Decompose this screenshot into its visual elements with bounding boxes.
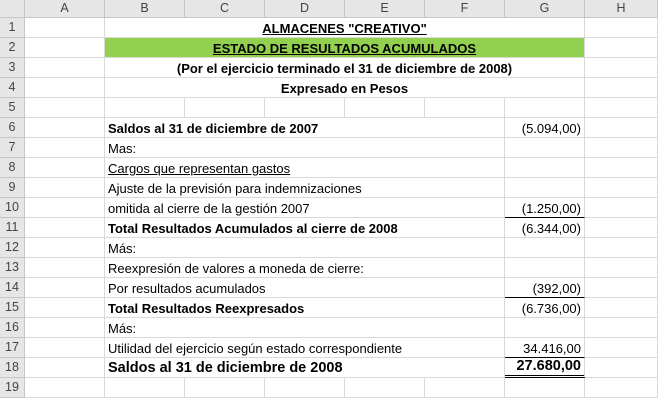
row-header-12[interactable]: 12 (0, 238, 25, 258)
column-header-g[interactable]: G (505, 0, 585, 18)
cell-a17[interactable] (25, 338, 105, 358)
cell-a2[interactable] (25, 38, 105, 58)
cell-g12[interactable] (505, 238, 585, 258)
label-mas-2[interactable]: Más: (105, 238, 505, 258)
row-header-16[interactable]: 16 (0, 318, 25, 338)
value-utilidad-ejercicio[interactable]: 34.416,00 (505, 338, 585, 358)
row-header-4[interactable]: 4 (0, 78, 25, 98)
label-utilidad-ejercicio[interactable]: Utilidad del ejercicio según estado correspondiente (105, 338, 505, 358)
label-por-resultados[interactable]: Por resultados acumulados (105, 278, 505, 298)
statement-title[interactable]: ESTADO DE RESULTADOS ACUMULADOS (105, 38, 585, 58)
cargos-gastos-text: Cargos que representan gastos (108, 161, 291, 176)
row-header-2[interactable]: 2 (0, 38, 25, 58)
label-omitida-cierre[interactable]: omitida al cierre de la gestión 2007 (105, 198, 505, 218)
column-header-a[interactable]: A (25, 0, 105, 18)
cell-b19[interactable] (105, 378, 185, 398)
label-total-reexpresados[interactable]: Total Resultados Reexpresados (105, 298, 505, 318)
label-mas-1[interactable]: Mas: (105, 138, 505, 158)
value-omitida-cierre[interactable]: (1.250,00) (505, 198, 585, 218)
column-header-d[interactable]: D (265, 0, 345, 18)
row-header-19[interactable]: 19 (0, 378, 25, 398)
cell-g8[interactable] (505, 158, 585, 178)
cell-h14[interactable] (585, 278, 658, 298)
row-header-14[interactable]: 14 (0, 278, 25, 298)
label-mas-3[interactable]: Más: (105, 318, 505, 338)
cell-a16[interactable] (25, 318, 105, 338)
cell-a4[interactable] (25, 78, 105, 98)
period-subtitle[interactable]: (Por el ejercicio terminado el 31 de diciembre de 2008) (105, 58, 585, 78)
label-reexpresion[interactable]: Reexpresión de valores a moneda de cierre: (105, 258, 505, 278)
cell-h4[interactable] (585, 78, 658, 98)
cell-e19[interactable] (345, 378, 425, 398)
select-all-corner[interactable] (0, 0, 25, 18)
row-header-10[interactable]: 10 (0, 198, 25, 218)
cell-a1[interactable] (25, 18, 105, 38)
cell-a7[interactable] (25, 138, 105, 158)
cell-a9[interactable] (25, 178, 105, 198)
cell-g9[interactable] (505, 178, 585, 198)
cell-f19[interactable] (425, 378, 505, 398)
cell-a12[interactable] (25, 238, 105, 258)
cell-a13[interactable] (25, 258, 105, 278)
cell-h2[interactable] (585, 38, 658, 58)
column-header-b[interactable]: B (105, 0, 185, 18)
cell-a5[interactable] (25, 98, 105, 118)
row-header-1[interactable]: 1 (0, 18, 25, 38)
row-header-6[interactable]: 6 (0, 118, 25, 138)
row-header-7[interactable]: 7 (0, 138, 25, 158)
cell-h5[interactable] (585, 98, 658, 118)
cell-h1[interactable] (585, 18, 658, 38)
cell-c5[interactable] (185, 98, 265, 118)
cell-h10[interactable] (585, 198, 658, 218)
cell-h16[interactable] (585, 318, 658, 338)
cell-a3[interactable] (25, 58, 105, 78)
cell-d5[interactable] (265, 98, 345, 118)
value-saldos-2008[interactable]: 27.680,00 (505, 358, 585, 378)
label-saldos-2007[interactable]: Saldos al 31 de diciembre de 2007 (105, 118, 505, 138)
row-header-17[interactable]: 17 (0, 338, 25, 358)
cell-h3[interactable] (585, 58, 658, 78)
label-ajuste-prevision[interactable]: Ajuste de la previsión para indemnizaciones (105, 178, 505, 198)
cell-a10[interactable] (25, 198, 105, 218)
cell-g7[interactable] (505, 138, 585, 158)
cell-h13[interactable] (585, 258, 658, 278)
cell-a19[interactable] (25, 378, 105, 398)
cell-a6[interactable] (25, 118, 105, 138)
column-header-c[interactable]: C (185, 0, 265, 18)
cell-f5[interactable] (425, 98, 505, 118)
cell-a14[interactable] (25, 278, 105, 298)
cell-g16[interactable] (505, 318, 585, 338)
cell-h7[interactable] (585, 138, 658, 158)
label-total-acumulados[interactable]: Total Resultados Acumulados al cierre de 2008 (105, 218, 505, 238)
value-total-acumulados[interactable]: (6.344,00) (505, 218, 585, 238)
column-header-h[interactable]: H (585, 0, 658, 18)
cell-h17[interactable] (585, 338, 658, 358)
column-header-e[interactable]: E (345, 0, 425, 18)
cell-b5[interactable] (105, 98, 185, 118)
cell-a18[interactable] (25, 358, 105, 378)
cell-c19[interactable] (185, 378, 265, 398)
cell-h9[interactable] (585, 178, 658, 198)
company-title[interactable]: ALMACENES "CREATIVO" (105, 18, 585, 38)
currency-subtitle[interactable]: Expresado en Pesos (105, 78, 585, 98)
label-cargos-gastos[interactable] (105, 158, 505, 178)
column-header-f[interactable]: F (425, 0, 505, 18)
cell-h12[interactable] (585, 238, 658, 258)
cell-g19[interactable] (505, 378, 585, 398)
row-header-9[interactable]: 9 (0, 178, 25, 198)
cell-a11[interactable] (25, 218, 105, 238)
cell-h18[interactable] (585, 358, 658, 378)
row-header-15[interactable]: 15 (0, 298, 25, 318)
label-saldos-2008[interactable]: Saldos al 31 de diciembre de 2008 (105, 358, 505, 378)
row-header-18[interactable]: 18 (0, 358, 25, 378)
cell-g13[interactable] (505, 258, 585, 278)
value-por-resultados[interactable]: (392,00) (505, 278, 585, 298)
cell-a15[interactable] (25, 298, 105, 318)
row-header-5[interactable]: 5 (0, 98, 25, 118)
row-header-11[interactable]: 11 (0, 218, 25, 238)
value-total-reexpresados[interactable]: (6.736,00) (505, 298, 585, 318)
cell-h19[interactable] (585, 378, 658, 398)
value-saldos-2007[interactable]: (5.094,00) (505, 118, 585, 138)
cell-h8[interactable] (585, 158, 658, 178)
row-header-8[interactable]: 8 (0, 158, 25, 178)
row-header-3[interactable]: 3 (0, 58, 25, 78)
cell-h6[interactable] (585, 118, 658, 138)
cell-d19[interactable] (265, 378, 345, 398)
cell-a8[interactable] (25, 158, 105, 178)
cell-h11[interactable] (585, 218, 658, 238)
row-header-13[interactable]: 13 (0, 258, 25, 278)
cell-e5[interactable] (345, 98, 425, 118)
cell-g5[interactable] (505, 98, 585, 118)
cell-h15[interactable] (585, 298, 658, 318)
